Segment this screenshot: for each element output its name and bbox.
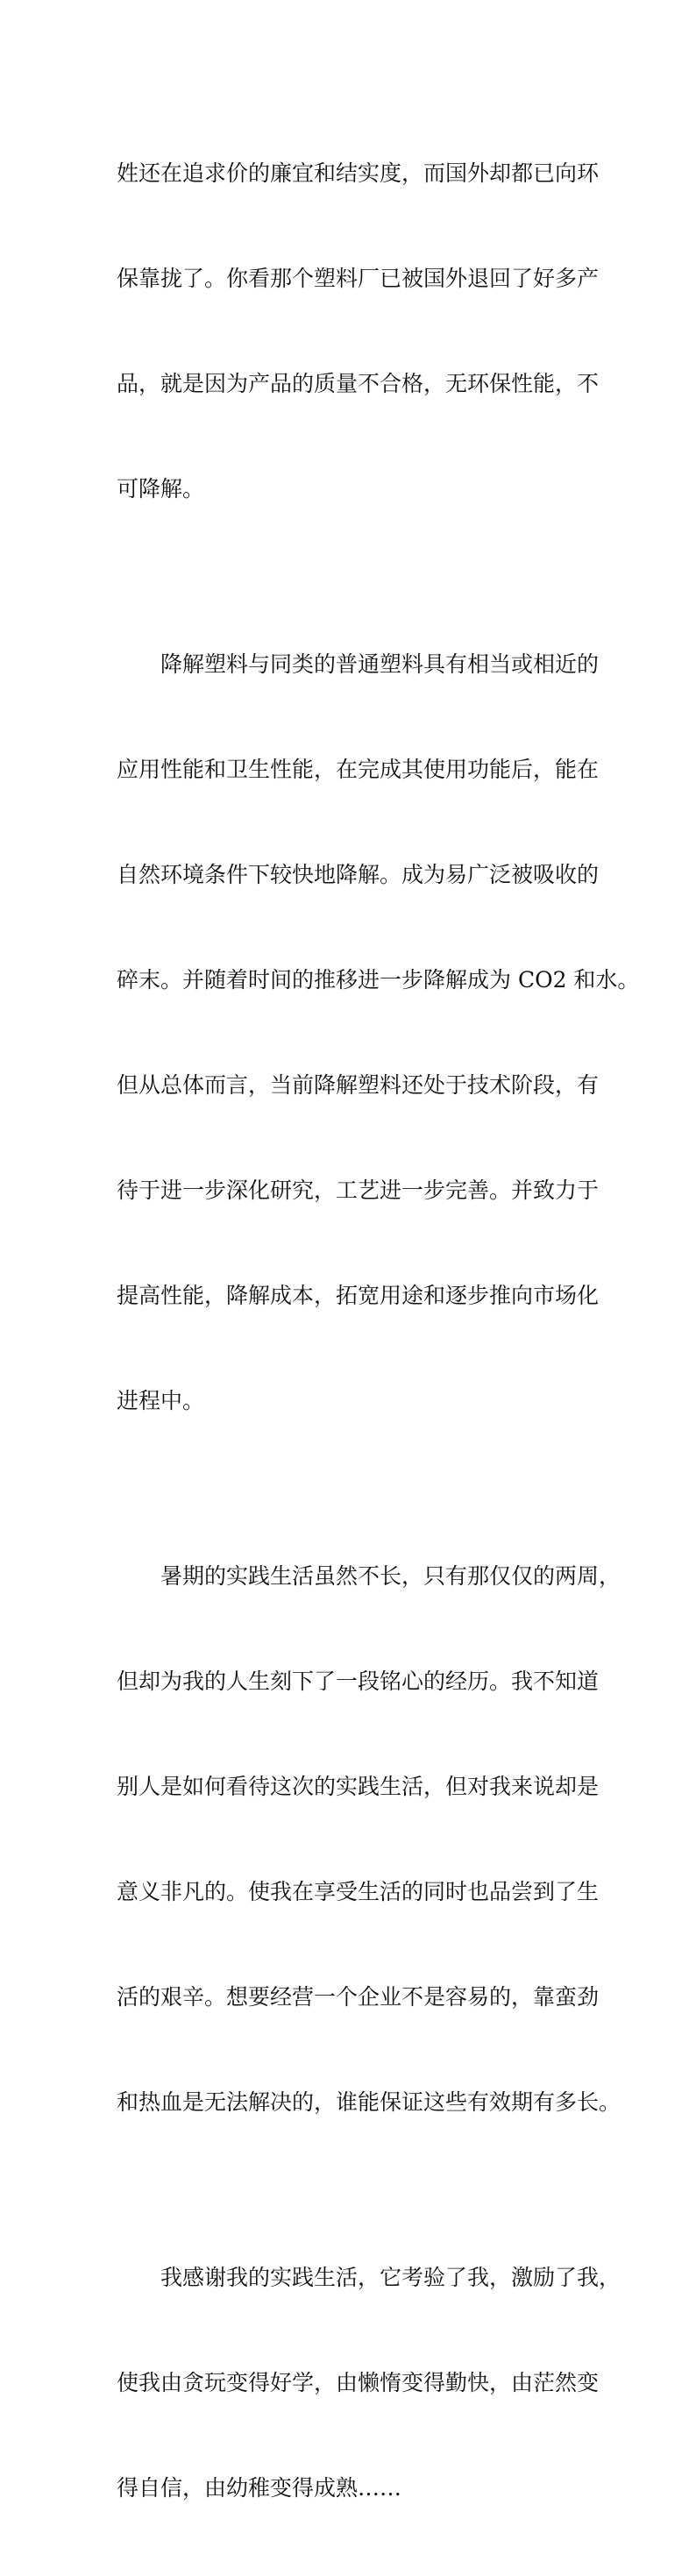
paragraph-line: 进程中。 — [117, 1388, 205, 1413]
paragraph-line: 活的艰辛。想要经营一个企业不是容易的，靠蛮劲 — [117, 1984, 600, 2010]
paragraph-line: 我感谢我的实践生活，它考验了我，激励了我， — [160, 2265, 621, 2290]
paragraph-line: 但从总体而言，当前降解塑料还处于技术阶段，有 — [117, 1072, 600, 1098]
paragraph-line: 但却为我的人生刻下了一段铭心的经历。我不知道 — [117, 1669, 600, 1694]
paragraph-line: 降解塑料与同类的普通塑料具有相当或相近的 — [160, 651, 600, 677]
paragraph-line: 意义非凡的。使我在享受生活的同时也品尝到了生 — [117, 1879, 600, 1904]
paragraph-line: 品，就是因为产品的质量不合格，无环保性能，不 — [117, 371, 600, 396]
paragraph-line: 碎末。并随着时间的推移进一步降解成为 CO2 和水。 — [117, 967, 640, 993]
paragraph-line: 得自信，由幼稚变得成熟…… — [117, 2475, 402, 2501]
paragraph-line: 提高性能，降解成本，拓宽用途和逐步推向市场化 — [117, 1283, 600, 1308]
paragraph-4 — [117, 2190, 621, 2576]
paragraph-line: 使我由贪玩变得好学，由懒惰变得勤快，由茫然变 — [117, 2370, 600, 2395]
paragraph-1 — [117, 86, 600, 577]
paragraph-line: 待于进一步深化研究，工艺进一步完善。并致力于 — [117, 1178, 600, 1203]
paragraph-line: 姓还在追求价的廉宜和结实度，而国外却都已向环 — [117, 160, 600, 186]
paragraph-line: 可降解。 — [117, 476, 205, 502]
document-body — [117, 86, 640, 2576]
paragraph-3 — [117, 1489, 621, 2190]
paragraph-line: 保靠拢了。你看那个塑料厂已被国外退回了好多产 — [117, 266, 600, 291]
paragraph-2 — [117, 577, 640, 1489]
paragraph-line: 应用性能和卫生性能，在完成其使用功能后，能在 — [117, 757, 600, 782]
paragraph-line: 别人是如何看待这次的实践生活，但对我来说却是 — [117, 1774, 600, 1799]
paragraph-line: 自然环境条件下较快地降解。成为易广泛被吸收的 — [117, 862, 600, 887]
paragraph-line: 和热血是无法解决的，谁能保证这些有效期有多长。 — [117, 2089, 621, 2115]
paragraph-line: 暑期的实践生活虽然不长，只有那仅仅的两周， — [160, 1563, 621, 1589]
